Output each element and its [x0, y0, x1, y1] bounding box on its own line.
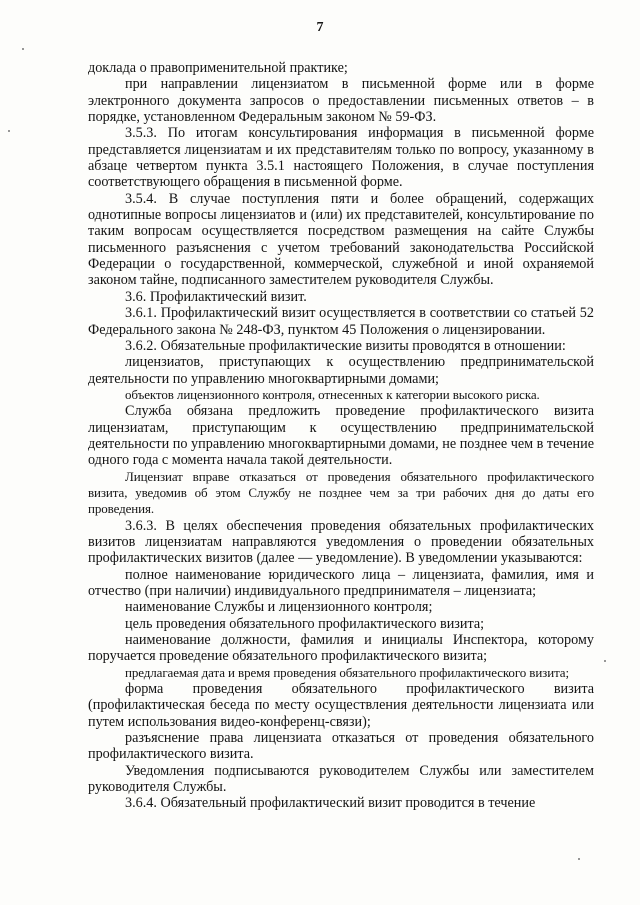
paragraph: 3.5.3. По итогам консультирования информация в письменной форме представляется лицензиатам и их представителям только по вопросу, указанному в абзаце четвертом пункта 3.5.1 настоящего Положения, в случае поступления соответствующего обращения в письменной форме.: [88, 125, 594, 191]
list-item: объектов лицензионного контроля, отнесенных к категории высокого риска.: [125, 386, 540, 402]
scan-speck: [578, 858, 580, 860]
scan-speck: [604, 660, 606, 662]
paragraph: 3.5.4. В случае поступления пяти и более обращений, содержащих однотипные вопросы лицензиатов и (или) их представителей, консультирование по таким вопросам осуществляется посредством размещения на сайте Службы письменного разъяснения с учетом требований законодательства Российской Федерации о государственной, коммерческой, служебной и иной охраняемой законом тайне, подписанного заместителем руководителя Службы.: [88, 190, 594, 289]
paragraph: Лицензиат вправе отказаться от проведения обязательного профилактического визита, уведомив об этом Службу не позднее чем за три рабочих дня до даты его проведения.: [88, 468, 594, 517]
list-item: форма проведения обязательного профилактического визита (профилактическая беседа по месту осуществления деятельности лицензиата или путем использования видео-конференц-связи);: [88, 681, 594, 730]
document-body: [88, 60, 594, 812]
list-item: наименование должности, фамилия и инициалы Инспектора, которому поручается проведение обязательного профилактического визита;: [88, 632, 594, 665]
scan-speck: [8, 130, 10, 132]
scan-speck: [22, 48, 24, 50]
list-item: разъяснение права лицензиата отказаться от проведения обязательного профилактического визита.: [88, 730, 594, 763]
list-item: предлагаемая дата и время проведения обязательного профилактического визита;: [125, 664, 569, 680]
paragraph: Служба обязана предложить проведение профилактического визита лицензиатам, приступающим к осуществлению предпринимательской деятельности по управлению многоквартирными домами, не позднее чем в течение одного года с момента начала такой деятельности.: [88, 403, 594, 469]
paragraph: 3.6.2. Обязательные профилактические визиты проводятся в отношении:: [125, 337, 566, 354]
paragraph: 3.6.4. Обязательный профилактический визит проводится в течение: [125, 795, 536, 812]
paragraph: доклада о правоприменительной практике;: [88, 60, 348, 76]
paragraph: при направлении лицензиатом в письменной форме или в форме электронного документа запросов о предоставлении письменных ответов – в порядке, установленном Федеральным законом № 59-ФЗ.: [88, 76, 594, 126]
paragraph: 3.6.3. В целях обеспечения проведения обязательных профилактических визитов лицензиатам направляются уведомления о проведении обязательных профилактических визитов (далее — уведомление). В уведомлении указываются:: [88, 517, 594, 567]
page-number: 7: [316, 20, 324, 35]
list-item: цель проведения обязательного профилактического визита;: [125, 615, 485, 632]
paragraph: Уведомления подписываются руководителем Службы или заместителем руководителя Службы.: [88, 762, 594, 796]
list-item: полное наименование юридического лица – лицензиата, фамилия, имя и отчество (при наличии) индивидуального предпринимателя – лицензиата;: [88, 566, 594, 599]
list-item: лицензиатов, приступающих к осуществлению предпринимательской деятельности по управлению многоквартирными домами;: [88, 354, 594, 387]
list-item: наименование Службы и лицензионного контроля;: [125, 599, 433, 616]
section-heading: 3.6. Профилактический визит.: [125, 288, 307, 305]
paragraph: 3.6.1. Профилактический визит осуществляется в соответствии со статьей 52 Федерального закона № 248-ФЗ, пунктом 45 Положения о лицензировании.: [88, 305, 594, 338]
